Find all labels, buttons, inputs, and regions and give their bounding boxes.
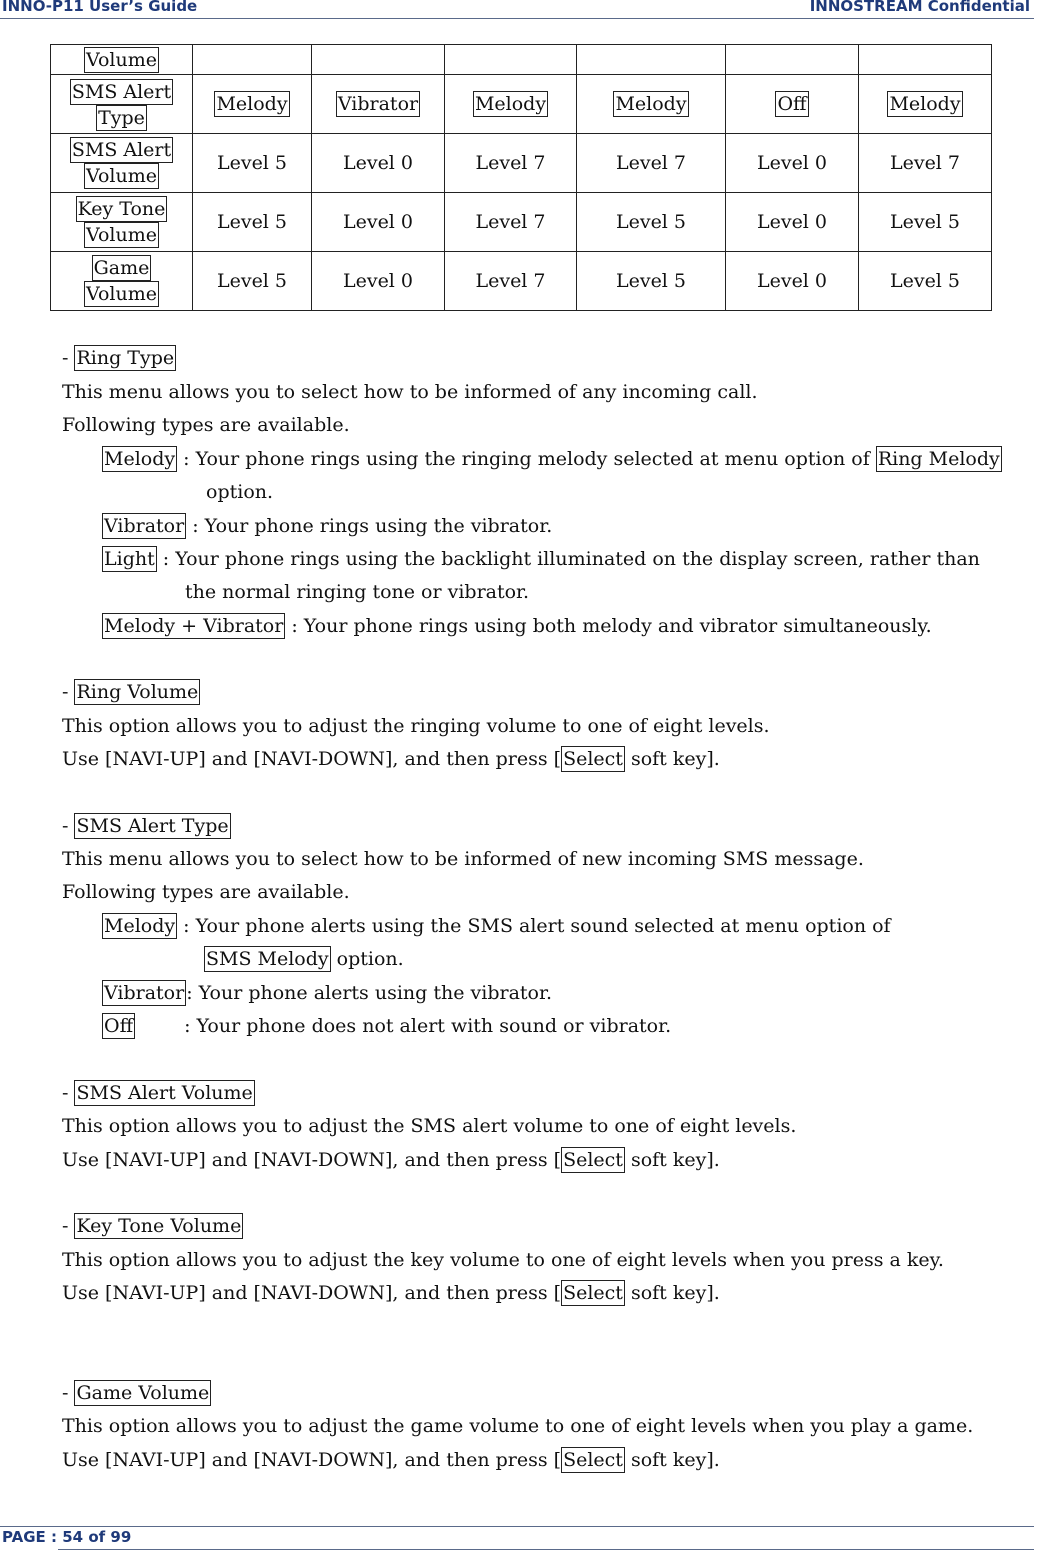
option-desc: : Your phone rings using the ringing melody selected at menu option of bbox=[177, 448, 876, 470]
row-label bbox=[51, 252, 193, 311]
key-name: NAVI-UP bbox=[112, 1449, 199, 1471]
page-footer bbox=[0, 1526, 1034, 1551]
dash: - bbox=[62, 815, 75, 837]
option-continuation bbox=[204, 946, 404, 972]
section-heading-ring-type bbox=[62, 345, 176, 371]
table-cell: Level 5 bbox=[193, 193, 312, 252]
footer-rule bbox=[58, 1549, 1034, 1550]
instruction-line bbox=[62, 1447, 720, 1473]
table-row bbox=[51, 193, 992, 252]
option-term: Melody bbox=[104, 915, 176, 937]
paragraph: This option allows you to adjust the ringing volume to one of eight levels. bbox=[62, 715, 770, 737]
section-title: SMS Alert Volume bbox=[76, 1082, 253, 1104]
row-label-line2: Volume bbox=[86, 224, 157, 246]
row-label-line2: Volume bbox=[86, 165, 157, 187]
option-desc: : Your phone rings using the backlight illuminated on the display screen, rather than bbox=[156, 548, 980, 570]
section-title: Key Tone Volume bbox=[76, 1215, 242, 1237]
table-cell: Level 7 bbox=[445, 252, 577, 311]
table-cell: Melody bbox=[216, 93, 288, 115]
header-confidential: INNOSTREAM Confidential bbox=[809, 0, 1030, 15]
option-off bbox=[102, 1013, 671, 1039]
text: ], and then press [ bbox=[384, 748, 562, 770]
table-cell: Level 7 bbox=[577, 134, 726, 193]
option-melody-vibrator bbox=[102, 613, 932, 639]
section-heading-sms-alert-volume bbox=[62, 1080, 255, 1106]
table-cell: Melody bbox=[889, 93, 961, 115]
key-name: NAVI-DOWN bbox=[260, 1282, 385, 1304]
dash: - bbox=[62, 681, 75, 703]
table-cell: Level 5 bbox=[193, 134, 312, 193]
table-cell: Melody bbox=[474, 93, 547, 115]
section-title: Ring Volume bbox=[76, 681, 199, 703]
row-label-line2: Volume bbox=[86, 283, 157, 305]
row-label bbox=[51, 193, 193, 252]
key-name: NAVI-DOWN bbox=[260, 1149, 385, 1171]
table-cell: Level 5 bbox=[859, 193, 992, 252]
text: ], and then press [ bbox=[384, 1282, 562, 1304]
section-heading-ring-volume bbox=[62, 679, 200, 705]
section-heading-game-volume bbox=[62, 1380, 211, 1406]
row-label-line1: Key Tone bbox=[77, 198, 166, 220]
table-cell: Level 5 bbox=[577, 252, 726, 311]
option-ref: SMS Melody bbox=[206, 948, 329, 970]
row-label bbox=[51, 134, 193, 193]
text: Use [ bbox=[62, 1282, 113, 1304]
instruction-line bbox=[62, 1280, 720, 1306]
key-name: NAVI-DOWN bbox=[260, 1449, 385, 1471]
header-doc-title: INNO-P11 User’s Guide bbox=[2, 0, 198, 15]
instruction-line bbox=[62, 746, 720, 772]
paragraph: This menu allows you to select how to be informed of any incoming call. bbox=[62, 381, 758, 403]
option-desc: : Your phone alerts using the SMS alert sound selected at menu option of bbox=[177, 915, 891, 937]
row-label-line1: SMS Alert bbox=[71, 81, 172, 103]
text: soft key]. bbox=[624, 1149, 720, 1171]
option-vibrator bbox=[102, 980, 552, 1006]
option-term: Vibrator bbox=[104, 982, 185, 1004]
text: Use [ bbox=[62, 748, 113, 770]
row-label-text: Volume bbox=[86, 48, 157, 71]
paragraph: Following types are available. bbox=[62, 414, 350, 436]
option-melody bbox=[102, 446, 1002, 472]
table-row bbox=[51, 134, 992, 193]
option-ref: Ring Melody bbox=[877, 448, 1000, 470]
option-light bbox=[102, 546, 980, 572]
text: ] and [ bbox=[198, 1149, 261, 1171]
select-softkey: Select bbox=[563, 1282, 623, 1304]
select-softkey: Select bbox=[563, 1449, 623, 1471]
table-cell: Level 0 bbox=[312, 252, 445, 311]
row-label-line1: SMS Alert bbox=[71, 139, 172, 161]
text: soft key]. bbox=[624, 1282, 720, 1304]
paragraph: Following types are available. bbox=[62, 881, 350, 903]
dash: - bbox=[62, 1215, 75, 1237]
section-title: Ring Type bbox=[76, 347, 175, 369]
option-desc: option. bbox=[330, 948, 404, 970]
sound-settings-table bbox=[50, 44, 992, 311]
text: soft key]. bbox=[624, 1449, 720, 1471]
text: Use [ bbox=[62, 1449, 113, 1471]
option-desc: : Your phone alerts using the vibrator. bbox=[186, 982, 552, 1004]
key-name: NAVI-UP bbox=[112, 1149, 199, 1171]
option-desc: : Your phone does not alert with sound or vibrator. bbox=[184, 1015, 672, 1037]
table-cell: Level 0 bbox=[726, 252, 859, 311]
paragraph: This option allows you to adjust the SMS alert volume to one of eight levels. bbox=[62, 1115, 797, 1137]
page-header bbox=[0, 0, 1034, 19]
text: Use [ bbox=[62, 1149, 113, 1171]
table-cell: Level 0 bbox=[312, 134, 445, 193]
dash: - bbox=[62, 1382, 75, 1404]
table-cell: Level 5 bbox=[577, 193, 726, 252]
key-name: NAVI-UP bbox=[112, 748, 199, 770]
option-desc: : Your phone rings using the vibrator. bbox=[186, 515, 553, 537]
table-cell: Level 0 bbox=[312, 193, 445, 252]
row-label-line2: Type bbox=[98, 107, 145, 129]
row-label bbox=[51, 75, 193, 134]
text: ], and then press [ bbox=[384, 1449, 562, 1471]
table-cell: Level 7 bbox=[859, 134, 992, 193]
table-row bbox=[51, 45, 992, 75]
table-row bbox=[51, 75, 992, 134]
table-cell: Melody bbox=[615, 93, 687, 115]
table-cell: Level 5 bbox=[193, 252, 312, 311]
option-continuation: option. bbox=[206, 481, 274, 503]
option-continuation: the normal ringing tone or vibrator. bbox=[185, 581, 530, 603]
text: ] and [ bbox=[198, 1449, 261, 1471]
section-heading-sms-alert-type bbox=[62, 813, 231, 839]
paragraph: This menu allows you to select how to be informed of new incoming SMS message. bbox=[62, 848, 864, 870]
option-vibrator bbox=[102, 513, 552, 539]
section-title: Game Volume bbox=[76, 1382, 210, 1404]
option-term: Off bbox=[104, 1015, 134, 1037]
table-row bbox=[51, 252, 992, 311]
text: ] and [ bbox=[198, 1282, 261, 1304]
dash: - bbox=[62, 347, 75, 369]
option-term: Light bbox=[104, 548, 155, 570]
table-cell: Level 5 bbox=[859, 252, 992, 311]
table-cell: Off bbox=[777, 93, 807, 115]
page-number: PAGE : 54 of 99 bbox=[2, 1528, 132, 1546]
option-term: Vibrator bbox=[104, 515, 185, 537]
option-desc: : Your phone rings using both melody and vibrator simultaneously. bbox=[285, 615, 932, 637]
text: ], and then press [ bbox=[384, 1149, 562, 1171]
table-cell: Level 7 bbox=[445, 193, 577, 252]
row-label bbox=[51, 45, 193, 75]
dash: - bbox=[62, 1082, 75, 1104]
text: soft key]. bbox=[624, 748, 720, 770]
paragraph: This option allows you to adjust the game volume to one of eight levels when you play a game. bbox=[62, 1415, 974, 1437]
section-heading-key-tone-volume bbox=[62, 1213, 243, 1239]
key-name: NAVI-UP bbox=[112, 1282, 199, 1304]
option-term: Melody + Vibrator bbox=[104, 615, 284, 637]
select-softkey: Select bbox=[563, 1149, 623, 1171]
table-cell: Level 0 bbox=[726, 193, 859, 252]
table-cell: Vibrator bbox=[337, 93, 419, 115]
select-softkey: Select bbox=[563, 748, 623, 770]
section-title: SMS Alert Type bbox=[76, 815, 229, 837]
table-cell: Level 7 bbox=[445, 134, 577, 193]
instruction-line bbox=[62, 1147, 720, 1173]
option-term: Melody bbox=[104, 448, 176, 470]
paragraph: This option allows you to adjust the key volume to one of eight levels when you press a key. bbox=[62, 1249, 944, 1271]
option-melody bbox=[102, 913, 891, 939]
text: ] and [ bbox=[198, 748, 261, 770]
row-label-line1: Game bbox=[93, 257, 150, 279]
key-name: NAVI-DOWN bbox=[260, 748, 385, 770]
table-cell: Level 0 bbox=[726, 134, 859, 193]
